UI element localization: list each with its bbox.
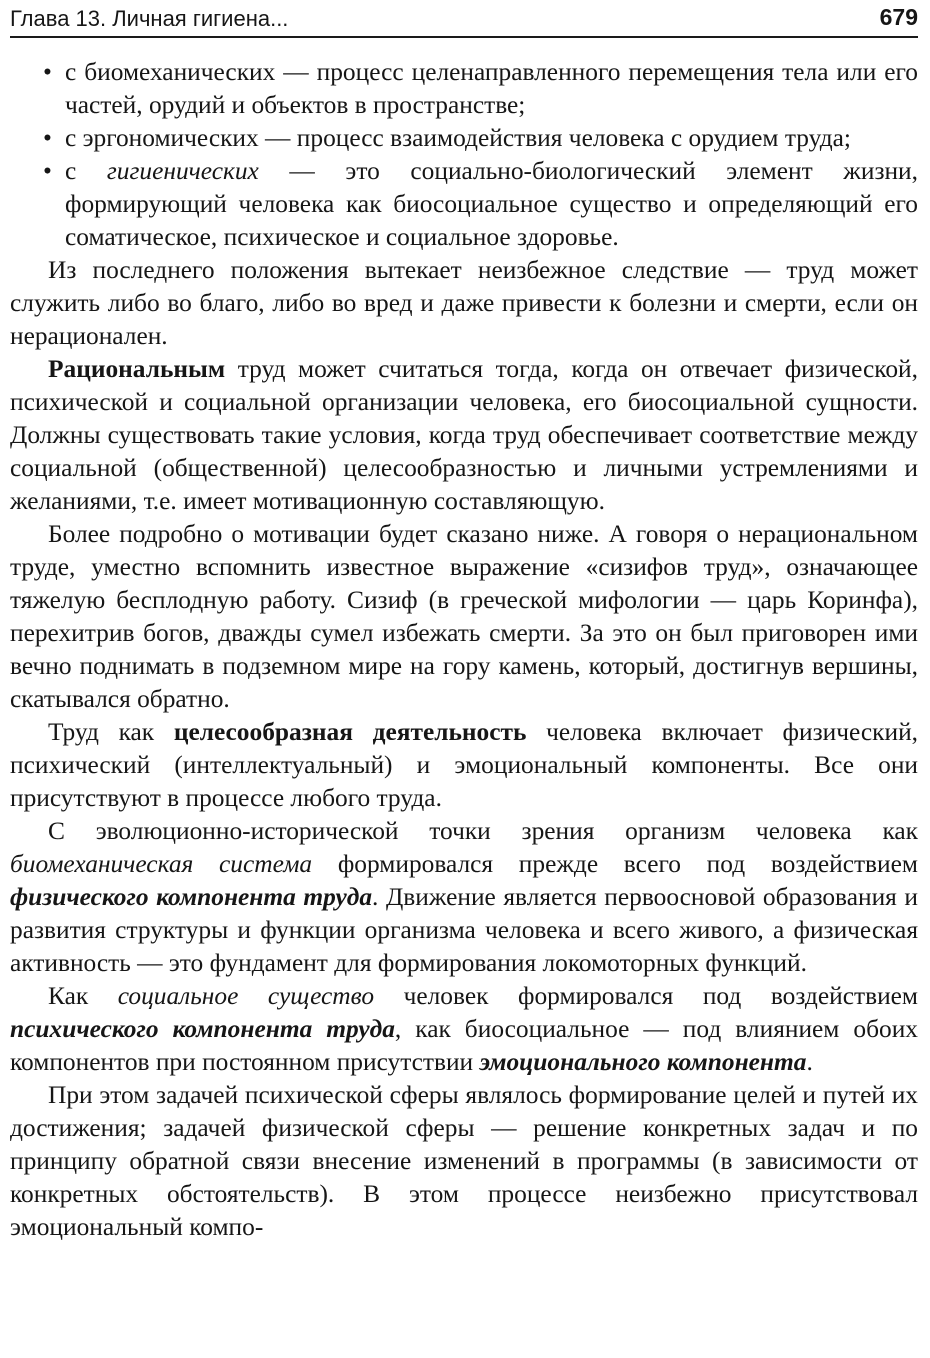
term-biomechanical-system: биомеханическая система (10, 850, 313, 878)
term-emotional-component: эмоционального компонента (479, 1048, 807, 1076)
paragraph-rational-labor (10, 353, 918, 518)
bullet-marker: • (43, 157, 52, 185)
paragraph-text: . Движение является первоосновой образования и развития структуры и функции организма человека и всего живого, а физическая активность — это фундамент для формирования локомоторных функций. (10, 883, 919, 977)
paragraph-text: С эволюционно-исторической точки зрения организм человека как (48, 817, 918, 845)
bullet-item-hygienic (10, 155, 918, 254)
paragraph-purposeful-activity (10, 716, 918, 815)
bullet-text: — это социально-биологический элемент жизни, формирующий человека как биосоциальное существо и определяющий его соматическое, психическое и социальное здоровье. (65, 157, 918, 251)
bullet-item-ergonomic (10, 122, 918, 155)
term-physical-component: физического компонента труда (10, 883, 373, 911)
paragraph-text: . (806, 1048, 813, 1076)
bullet-text: — процесс целенаправленного перемещения тела или его частей, орудий и объектов в пространстве; (65, 58, 918, 119)
bullet-lead: с биомеханических (65, 58, 276, 86)
paragraph-text: человека включает физический, психический (интеллектуальный) и эмоциональный компоненты. Все они присутствуют в процессе любого труда. (10, 718, 919, 812)
paragraph-evolution (10, 815, 918, 980)
paragraph-sisyphus: Более подробно о мотивации будет сказано ниже. А говоря о нерациональном труде, уместно вспомнить известное выражение «сизифов труд», означающее тяжелую бесплодную работу. Сизиф (в греческой мифологии — царь Коринфа), перехитрив богов, дважды сумел избежать смерти. За это он был приговорен ими вечно поднимать в подземном мире на гору камень, который, достигнув вершины, скатывался обратно. (10, 520, 918, 713)
term-social-being: социальное существо (117, 982, 375, 1010)
paragraph-text: труд может считаться тогда, когда он отвечает физической, психической и социальной организации человека, его биосоциальной сущности. Должны существовать такие условия, когда труд обеспечивает соответствие между социальной (общественной) целесообразностью и личными устремлениями и желаниями, т.е. имеет мотивационную составляющую. (10, 355, 918, 515)
paragraph-consequence: Из последнего положения вытекает неизбежное следствие — труд может служить либо во благо, либо во вред и даже привести к болезни и смерти, если он нерационален. (10, 256, 918, 350)
paragraph-text: человек формировался под воздействием (374, 982, 918, 1010)
paragraph-text: , как биосоциальное — под влиянием обоих компонентов при постоянном присутствии (10, 1015, 918, 1076)
body-text (10, 56, 918, 1244)
bullet-item-biomechanical (10, 56, 918, 122)
page-header (10, 4, 918, 38)
bullet-lead: с эргономических (65, 124, 259, 152)
bullet-text: — процесс взаимодействия человека с орудием труда; (258, 124, 851, 152)
bullet-lead: с (65, 157, 107, 185)
bullet-lead-italic: гигиенических (106, 157, 259, 185)
bullet-marker: • (43, 124, 52, 152)
term-purposeful-activity: целесообразная деятельность (173, 718, 527, 746)
running-title: Глава 13. Личная гигиена... (10, 6, 289, 31)
paragraph-text: Труд как (48, 718, 174, 746)
term-rational: Рациональным (48, 355, 226, 383)
book-page (10, 0, 918, 1358)
bullet-list (10, 56, 918, 254)
term-psychic-component: психического компонента труда (10, 1015, 395, 1043)
paragraph-text: Как (48, 982, 118, 1010)
paragraph-social-being (10, 980, 918, 1079)
bullet-marker: • (43, 58, 52, 86)
paragraph-spheres: При этом задачей психической сферы являлось формирование целей и путей их достижения; задачей физической сферы — решение конкретных задач и по принципу обратной связи внесение изменений в программы (в зависимости от конкретных обстоятельств). В этом процессе неизбежно присутствовал эмоциональный компо- (10, 1081, 918, 1241)
page-number: 679 (879, 4, 918, 30)
paragraph-text: формировался прежде всего под воздействием (312, 850, 918, 878)
